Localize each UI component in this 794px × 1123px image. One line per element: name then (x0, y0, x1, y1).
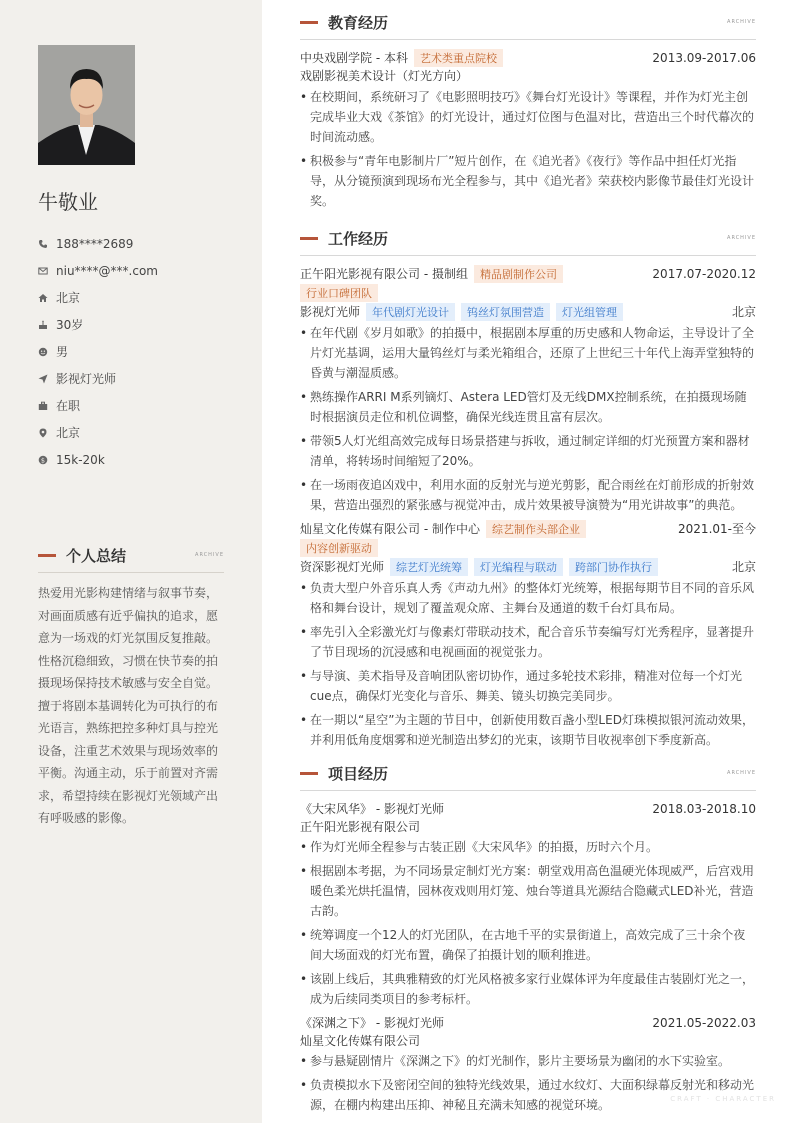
archive-label: ARCHIVE (727, 770, 756, 776)
job-role-row (300, 302, 756, 321)
list-item: • 率先引入全彩激光灯与像素灯带联动技术，配合音乐节奏编写灯光秀程序，显著提升了节目现场的沉浸感和电视画面的视觉张力。 (300, 622, 756, 662)
main-content (300, 0, 756, 1123)
job-city: 北京 (731, 560, 756, 574)
info-age (38, 311, 238, 338)
list-item: • 负责模拟水下及密闭空间的独特光线效果，通过水纹灯、大面积绿幕反射光和移动光源，在棚内构建出压抑、神秘且充满未知感的视觉环境。 (300, 1075, 756, 1115)
education-header-row (300, 48, 756, 67)
job-city: 北京 (731, 305, 756, 319)
info-salary-text: 15k-20k (56, 452, 105, 467)
school-name: 中央戏剧学院 - 本科 (300, 51, 408, 65)
job-header-row (300, 264, 756, 283)
sidebar (0, 0, 262, 1123)
archive-label: ARCHIVE (727, 19, 756, 25)
company-tag: 行业口碑团队 (300, 284, 378, 302)
project-bullets (300, 837, 756, 1009)
info-salary (38, 446, 238, 473)
info-status (38, 392, 238, 419)
education-major: 戏剧影视美术设计（灯光方向） (300, 69, 469, 83)
section-divider (38, 572, 224, 573)
project-name: 《深渊之下》 - 影视灯光师 (300, 1016, 444, 1030)
send-icon (38, 373, 56, 385)
info-email-text: niu****@***.com (56, 263, 158, 278)
info-phone (38, 230, 238, 257)
skill-tag: 灯光组管理 (556, 303, 623, 321)
watermark: CRAFT · CHARACTER (670, 1095, 776, 1103)
skill-tag: 灯光编程与联动 (474, 558, 563, 576)
job-bullets (300, 578, 756, 750)
education-title: 教育经历 (328, 13, 389, 32)
work-title: 工作经历 (328, 229, 389, 248)
job-role-row (300, 557, 756, 576)
project-header-row (300, 799, 756, 818)
job-role: 影视灯光师 (300, 305, 361, 319)
list-item: • 在一场雨夜追凶戏中，利用水面的反射光与逆光剪影，配合雨丝在灯前形成的折射效果，营造出强烈的紧张感与视觉冲击，成片效果被导演赞为“用光讲故事”的典范。 (300, 475, 756, 515)
info-city-text: 北京 (56, 426, 81, 440)
money-icon (38, 454, 56, 466)
info-age-text: 30岁 (56, 318, 84, 332)
list-item: • 统筹调度一个12人的灯光团队，在古地千平的实景街道上，高效完成了三十余个夜间大场面戏的灯光布置，确保了拍摄计划的顺利推进。 (300, 925, 756, 965)
info-phone-text: 188****2689 (56, 236, 134, 251)
svg-text:$: $ (40, 455, 46, 464)
list-item: • 在年代剧《岁月如歌》的拍摄中，根据剧本厚重的历史感和人物命运，主导设计了全片灯光基调，运用大量钨丝灯与柔光箱组合，还原了上世纪三十年代上海弄堂独特的昏黄与潮湿质感。 (300, 323, 756, 383)
info-home (38, 284, 238, 311)
list-item: • 与导演、美术指导及音响团队密切协作，通过多轮技术彩排，精准对位每一个灯光cue点，确保灯光变化与音乐、舞美、镜头切换完美同步。 (300, 666, 756, 706)
info-email (38, 257, 238, 284)
company-tag: 内容创新驱动 (300, 539, 378, 557)
job-role: 资深影视灯光师 (300, 560, 385, 574)
projects-title: 项目经历 (328, 764, 389, 783)
section-accent-bar (300, 772, 318, 775)
list-item: • 根据剧本考据，为不同场景定制灯光方案：朝堂戏用高色温硬光体现威严，后宫戏用暖色柔光烘托温情，园林夜戏则用灯笼、烛台等道具光源结合隐藏式LED补光，营造古韵。 (300, 861, 756, 921)
list-item: • 积极参与“青年电影制片厂”短片创作，在《追光者》《夜行》等作品中担任灯光指导，从分镜预演到现场布光全程参与，其中《追光者》荣获校内影像节最佳灯光设计奖。 (300, 151, 756, 211)
summary-text: 热爱用光影构建情绪与叙事节奏，对画面质感有近乎偏执的追求，愿意为一场戏的灯光氛围反复推敲。性格沉稳细致，习惯在快节奏的拍摄现场保持技术敏感与安全自觉。擅于将剧本基调转化为可执行的布光语言，熟练把控多种灯具与控光设备，注重艺术效果与现场效率的平衡。沟通主动，乐于前置对齐需求，希望持续在影视灯光领域产出有呼吸感的影像。 (38, 586, 219, 825)
summary-title: 个人总结 (66, 546, 127, 565)
skill-tag: 跨部门协作执行 (569, 558, 658, 576)
skill-tag: 年代剧灯光设计 (366, 303, 455, 321)
info-gender-text: 男 (56, 345, 69, 359)
candidate-name: 牛敬业 (38, 190, 98, 214)
info-gender (38, 338, 238, 365)
archive-label: ARCHIVE (727, 235, 756, 241)
contact-info-list (38, 230, 238, 473)
section-accent-bar (300, 21, 318, 24)
project-header-row (300, 1013, 756, 1032)
job-bullets (300, 323, 756, 515)
summary-section-header (38, 544, 224, 573)
project-company: 正午阳光影视有限公司 (300, 820, 421, 834)
project-name: 《大宋风华》 - 影视灯光师 (300, 802, 444, 816)
list-item: • 该剧上线后，其典雅精致的灯光风格被多家行业媒体评为年度最佳古装剧灯光之一，成为后续同类项目的参考标杆。 (300, 969, 756, 1009)
education-bullets (300, 87, 756, 211)
company-tag: 精品剧制作公司 (474, 265, 563, 283)
education-section (300, 11, 756, 215)
list-item: • 负责大型户外音乐真人秀《声动九州》的整体灯光统筹，根据每期节目不同的音乐风格和舞台设计，规划了覆盖观众席、主舞台及通道的数千台灯具布局。 (300, 578, 756, 618)
job-company: 灿星文化传媒有限公司 - 制作中心 (300, 522, 480, 536)
work-section (300, 227, 756, 754)
list-item: • 参与悬疑剧情片《深渊之下》的灯光制作，影片主要场景为幽闭的水下实验室。 (300, 1051, 756, 1071)
phone-icon (38, 238, 56, 250)
project-period: 2021.05-2022.03 (652, 1015, 756, 1030)
briefcase-icon (38, 400, 56, 412)
project-period: 2018.03-2018.10 (652, 801, 756, 816)
skill-tag: 综艺灯光统筹 (390, 558, 468, 576)
skill-tag: 钨丝灯氛围营造 (461, 303, 550, 321)
cake-icon (38, 319, 56, 331)
education-period: 2013.09-2017.06 (652, 50, 756, 65)
portrait-image (38, 45, 135, 165)
job-header-row (300, 519, 756, 538)
archive-label: ARCHIVE (195, 552, 224, 558)
list-item: • 在一期以“星空”为主题的节目中，创新使用数百盏小型LED灯珠模拟银河流动效果，并利用低角度烟雾和逆光制造出梦幻的光束，该期节目收视率创下季度新高。 (300, 710, 756, 750)
job-company: 正午阳光影视有限公司 - 摄制组 (300, 267, 468, 281)
info-position (38, 365, 238, 392)
section-accent-bar (38, 554, 56, 557)
home-icon (38, 292, 56, 304)
info-home-text: 北京 (56, 291, 81, 305)
school-tag: 艺术类重点院校 (414, 49, 503, 67)
section-accent-bar (300, 237, 318, 240)
email-icon (38, 265, 56, 277)
list-item: • 熟练操作ARRI M系列镝灯、Astera LED管灯及无线DMX控制系统，在拍摄现场随时根据演员走位和机位调整，确保光线连贯且富有层次。 (300, 387, 756, 427)
info-position-text: 影视灯光师 (56, 372, 117, 386)
location-pin-icon (38, 427, 56, 439)
list-item: • 带领5人灯光组高效完成每日场景搭建与拆收，通过制定详细的灯光预置方案和器材清单，将转场时间缩短了20%。 (300, 431, 756, 471)
list-item: • 在校期间，系统研习了《电影照明技巧》《舞台灯光设计》等课程，并作为灯光主创完成毕业大戏《茶馆》的灯光设计，通过灯位图与色温对比，营造出三个时代幕次的时间流动感。 (300, 87, 756, 147)
info-city (38, 419, 238, 446)
info-status-text: 在职 (56, 399, 81, 413)
list-item: • 作为灯光师全程参与古装正剧《大宋风华》的拍摄，历时六个月。 (300, 837, 756, 857)
profile-photo (38, 45, 135, 165)
project-bullets (300, 1051, 756, 1115)
job-period: 2021.01-至今 (678, 522, 756, 536)
company-tag: 综艺制作头部企业 (486, 520, 586, 538)
project-company: 灿星文化传媒有限公司 (300, 1034, 421, 1048)
gender-icon (38, 346, 56, 358)
job-period: 2017.07-2020.12 (652, 266, 756, 281)
projects-section (300, 762, 756, 1119)
